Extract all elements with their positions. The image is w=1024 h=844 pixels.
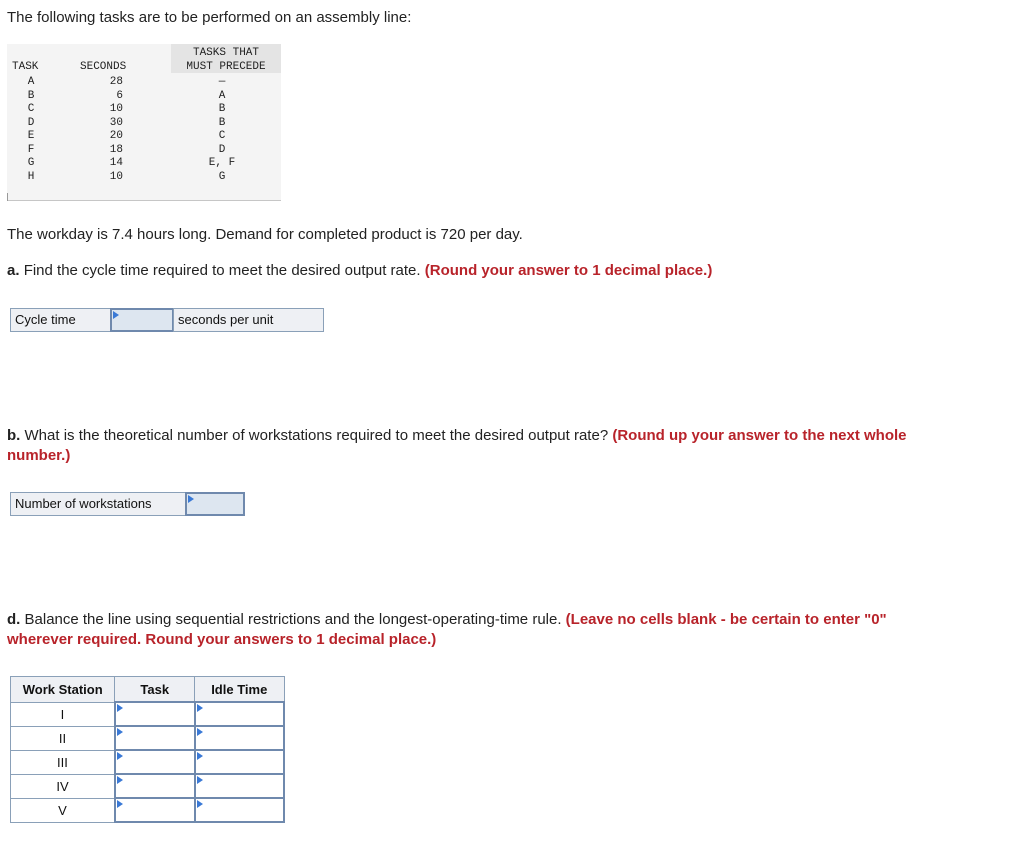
workday-text: The workday is 7.4 hours long. Demand for completed product is 720 per day. (7, 226, 523, 243)
task-input-cell[interactable] (115, 702, 195, 726)
idle-time-input-cell[interactable] (195, 798, 285, 822)
part-d-label: d. (7, 611, 21, 628)
part-b-instruction-cont: number.) (7, 447, 71, 464)
part-d-text: Balance the line using sequential restrictions and the longest-operating-time rule. (24, 611, 562, 628)
seconds-header: SECONDS (80, 61, 127, 73)
precede-cell: B (218, 103, 226, 115)
station-label: V (11, 798, 115, 822)
task-precedence-table (7, 44, 281, 201)
task-header: Task (115, 677, 195, 703)
seconds-cell: 20 (109, 130, 123, 142)
station-label: IV (11, 774, 115, 798)
task-cell: D (27, 116, 35, 129)
workstations-input[interactable] (187, 494, 243, 514)
table-row (11, 798, 285, 822)
part-b-instruction: (Round up your answer to the next whole (612, 427, 907, 444)
seconds-cell: 28 (109, 76, 123, 88)
task-input[interactable] (116, 727, 194, 749)
table-row (11, 774, 285, 798)
workstations-input-box[interactable] (185, 492, 245, 516)
part-b-text: What is the theoretical number of workstations required to meet the desired output rate? (24, 427, 609, 444)
precede-cell: C (218, 130, 226, 142)
table-header-row (11, 677, 285, 703)
task-input[interactable] (116, 799, 194, 821)
answer-marker-icon (117, 800, 123, 808)
seconds-column (99, 76, 123, 184)
station-label: I (11, 702, 115, 726)
precede-cell: G (218, 170, 226, 183)
task-cell: H (27, 170, 35, 183)
part-b-label: b. (7, 427, 21, 444)
answer-marker-icon (197, 776, 203, 784)
answer-marker-icon (197, 704, 203, 712)
station-label: III (11, 750, 115, 774)
precede-cell: A (218, 89, 226, 102)
seconds-cell: 10 (109, 170, 123, 183)
part-d-instruction: (Leave no cells blank - be certain to enter "0" (565, 611, 887, 628)
part-a-instruction: (Round your answer to 1 decimal place.) (424, 262, 713, 279)
table-corner-tick (7, 193, 8, 201)
idle-time-input-cell[interactable] (195, 774, 285, 798)
answer-marker-icon (117, 752, 123, 760)
seconds-cell: 30 (109, 116, 123, 129)
task-input[interactable] (116, 775, 194, 797)
answer-marker-icon (117, 728, 123, 736)
table-row (11, 726, 285, 750)
seconds-cell: 10 (109, 103, 123, 115)
idle-time-input-cell[interactable] (195, 750, 285, 774)
table-row (11, 750, 285, 774)
station-label: II (11, 726, 115, 750)
task-cell: C (27, 103, 35, 115)
task-cell: E (27, 130, 35, 142)
idle-time-input[interactable] (196, 799, 284, 821)
seconds-cell: 14 (109, 157, 123, 169)
precede-column (197, 76, 247, 184)
part-b-question (7, 426, 1007, 466)
idle-time-input[interactable] (196, 775, 284, 797)
idle-time-input[interactable] (196, 727, 284, 749)
part-a-text: Find the cycle time required to meet the desired output rate. (23, 262, 421, 279)
table-row (11, 702, 285, 726)
task-input-cell[interactable] (115, 774, 195, 798)
idle-time-input[interactable] (196, 703, 284, 725)
answer-marker-icon (197, 800, 203, 808)
precede-cell: D (218, 143, 226, 156)
line-balance-table (10, 676, 285, 823)
task-column (21, 76, 41, 184)
task-cell: F (27, 143, 35, 156)
answer-marker-icon (197, 728, 203, 736)
precede-cell: E, F (208, 157, 236, 169)
cycle-time-unit: seconds per unit (173, 308, 324, 332)
idle-time-input[interactable] (196, 751, 284, 773)
task-cell: A (27, 76, 35, 88)
part-a-question (7, 262, 712, 279)
answer-marker-icon (188, 495, 194, 503)
answer-marker-icon (197, 752, 203, 760)
precede-header-line1: TASKS THAT (192, 47, 259, 59)
idle-time-input-cell[interactable] (195, 726, 285, 750)
answer-marker-icon (117, 704, 123, 712)
part-d-instruction-cont: wherever required. Round your answers to 1 decimal place.) (7, 631, 437, 648)
part-a-label: a. (7, 262, 20, 279)
cycle-time-input-box[interactable] (110, 308, 174, 332)
task-input-cell[interactable] (115, 798, 195, 822)
task-cell: G (27, 157, 35, 169)
task-header: TASK (12, 61, 39, 73)
answer-marker-icon (113, 311, 119, 319)
task-input[interactable] (116, 703, 194, 725)
cycle-time-input[interactable] (112, 310, 172, 330)
workstations-label: Number of workstations (10, 492, 186, 516)
precede-cell: — (218, 76, 226, 88)
work-station-header: Work Station (11, 677, 115, 703)
precede-cell: B (218, 116, 226, 129)
idle-time-header: Idle Time (195, 677, 285, 703)
task-input-cell[interactable] (115, 726, 195, 750)
precede-header-line2: MUST PRECEDE (186, 61, 266, 73)
task-cell: B (27, 89, 35, 102)
seconds-cell: 18 (109, 143, 123, 156)
cycle-time-label: Cycle time (10, 308, 111, 332)
task-input[interactable] (116, 751, 194, 773)
part-d-question (7, 610, 1007, 650)
task-input-cell[interactable] (115, 750, 195, 774)
answer-marker-icon (117, 776, 123, 784)
intro-text: The following tasks are to be performed on an assembly line: (7, 9, 412, 26)
seconds-cell: 6 (116, 89, 123, 102)
idle-time-input-cell[interactable] (195, 702, 285, 726)
